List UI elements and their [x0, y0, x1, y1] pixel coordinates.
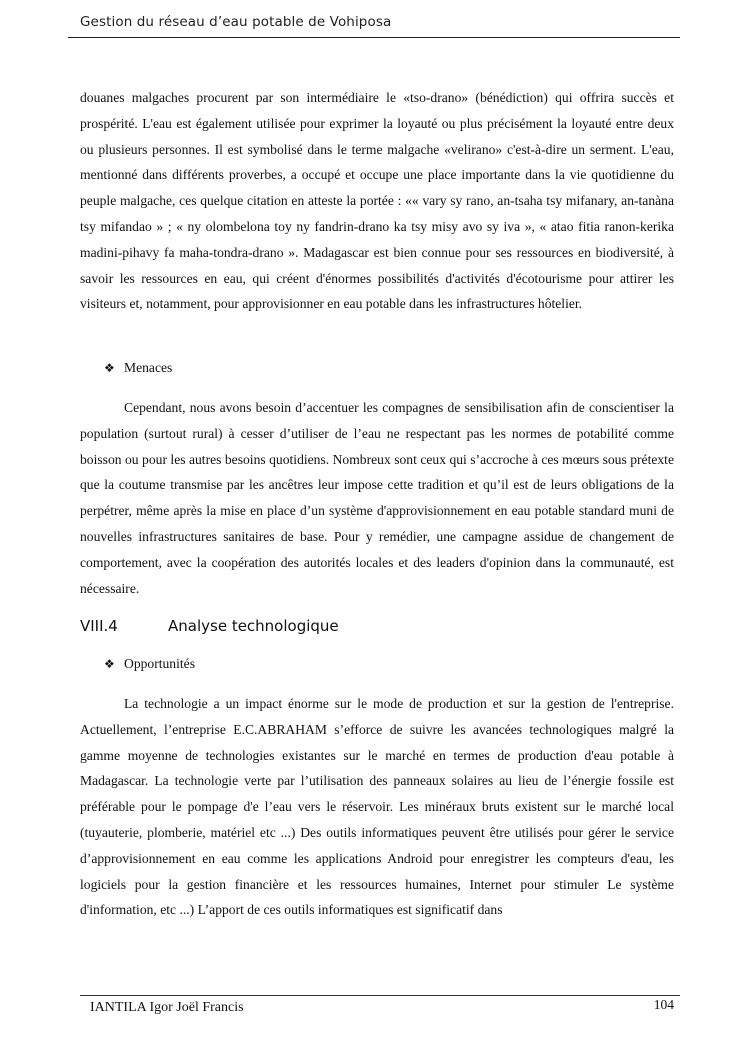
- header-rule: [68, 37, 680, 38]
- diamond-bullet-icon: ❖: [104, 361, 115, 375]
- footer-author: IANTILA Igor Joël Francis: [90, 1000, 244, 1015]
- running-header-title: Gestion du réseau d’eau potable de Vohiposa: [80, 14, 392, 30]
- paragraph-culture: douanes malgaches procurent par son intermédiaire le «tso-drano» (bénédiction) qui offrira succès et prospérité. L'eau est également utilisée pour exprimer la loyauté ou plus précisément la loyauté entre deux ou plusieurs personnes. Il est symbolisé dans le terme malgache «velirano» c'est-à-dire un serment. L'eau, mentionné dans différents proverbes, a occupé et occupe une place importante dans la vie quotidienne du peuple malgache, ces quelque citation en atteste la portée : «« vary sy rano, an-tsaha tsy mifanary, an-tanàna tsy mifandao » ; « ny olombelona toy ny fandrin-drano ka tsy misy avo sy iva », « atao fitia ranon-kerika madini-pihavy fa maha-tondra-drano ». Madagascar est bien connue pour ses ressources en biodiversité, à savoir les ressources en eau, qui créent d'énormes possibilités d'activités d'écotourisme pour attirer les visiteurs et, notamment, pour approvisionner en eau potable dans les infrastructures hôtelier.: [80, 90, 674, 312]
- section-heading: [80, 617, 339, 635]
- bullet-opportunites: [104, 654, 195, 674]
- paragraph-menaces: Cependant, nous avons besoin d’accentuer les compagnes de sensibilisation afin de conscientiser la population (surtout rural) à cesser d’utiliser de l’eau ne respectant pas les normes de potabilité comme boisson ou pour les autres besoins quotidiens. Nombreux sont ceux qui s’accroche à ces mœurs sous prétexte que la coutume transmise par les ancêtres leur impose cette tradition et qu’il est de leurs obligations de la perpétrer, même après la mise en place d’un système d'approvisionnement en eau potable standard muni de nouvelles infrastructures sanitaires de base. Pour y remédier, une campagne assidue de changement de comportement, avec la coopération des autorités locales et des leaders d'opinion dans la communauté, est nécessaire.: [80, 400, 674, 596]
- bullet-menaces-label: Menaces: [124, 360, 173, 375]
- footer-rule: [80, 995, 680, 996]
- section-number: VIII.4: [80, 617, 118, 635]
- bullet-opportunites-label: Opportunités: [124, 656, 195, 671]
- paragraph-opportunites: La technologie a un impact énorme sur le mode de production et sur la gestion de l'entreprise. Actuellement, l’entreprise E.C.ABRAHAM s’efforce de suivre les avancées technologiques malgré la gamme moyenne de technologies existantes sur le marché en termes de production d'eau potable à Madagascar. La technologie verte par l’utilisation des panneaux solaires au lieu de l’énergie fossile est préférable pour le pompage d'e l’eau vers le réservoir. Les minéraux bruts existent sur le marché local (tuyauterie, plomberie, matériel etc ...) Des outils informatiques peuvent être utilisés pour gérer le service d’approvisionnement en eau comme les applications Android pour enregistrer les compteurs d'eau, les logiciels pour la gestion financière et les ressources humaines, Internet pour stimuler Le système d'information, etc ...) L’apport de ces outils informatiques est significatif dans: [80, 696, 674, 918]
- section-title: Analyse technologique: [168, 617, 339, 635]
- diamond-bullet-icon: ❖: [104, 657, 115, 671]
- bullet-menaces: [104, 358, 172, 378]
- page-number: 104: [653, 997, 674, 1012]
